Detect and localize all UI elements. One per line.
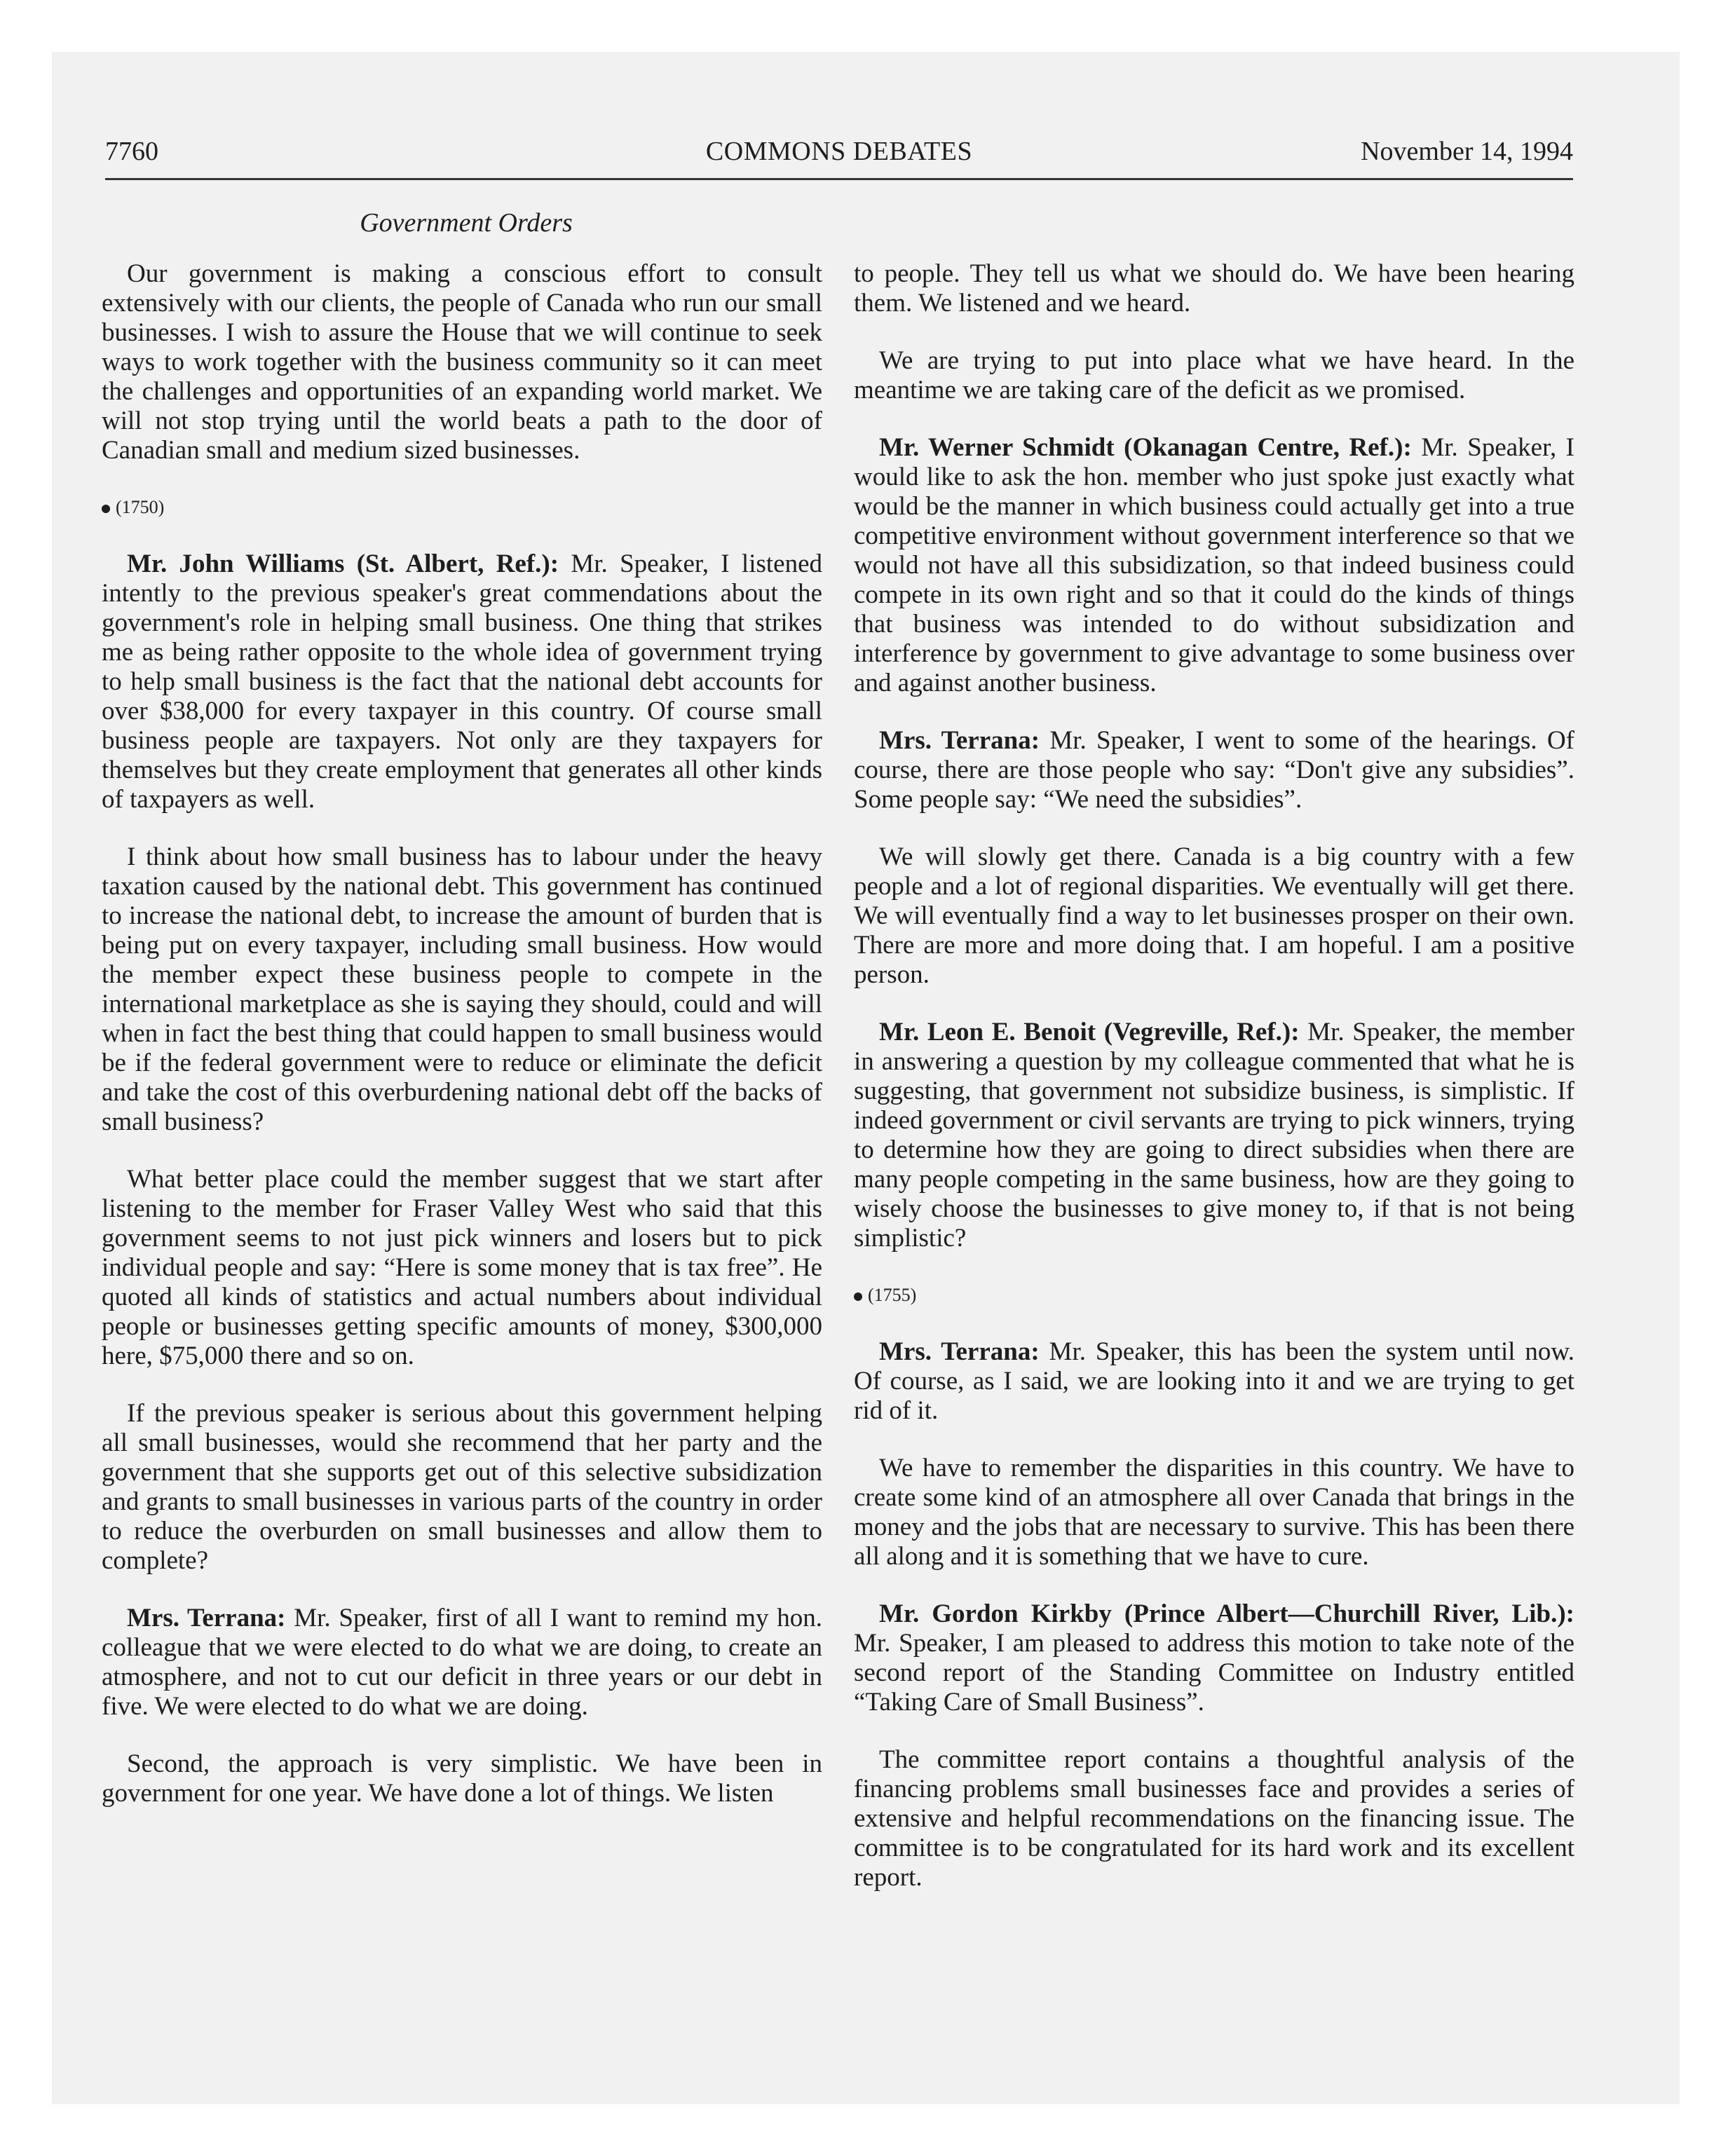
speaker-name: Mrs. Terrana: bbox=[879, 726, 1040, 755]
paragraph: We will slowly get there. Canada is a big country with a few people and a lot of regional disparities. We eventually will get there. We will eventually find a way to let businesses prosper on their own. There are more and more doing that. I am hopeful. I am a positive person. bbox=[854, 842, 1574, 989]
right-column bbox=[854, 259, 1574, 1920]
paragraph: Second, the approach is very simplistic. We have been in government for one year. We have done a lot of things. We listen bbox=[102, 1749, 822, 1808]
publication-date: November 14, 1994 bbox=[1361, 137, 1573, 166]
speech-text: Mr. Speaker, this has been the system until now. Of course, as I said, we are looking into it and we are trying to get rid of it. bbox=[854, 1337, 1574, 1425]
paragraph: What better place could the member suggest that we start after listening to the member for Fraser Valley West who said that this government seems to not just pick winners and losers but to pick individual people and say: “Here is some money that is tax free”. He quoted all kinds of statistics and actual numbers about individual people or businesses getting specific amounts of money, $300,000 here, $75,000 there and so on. bbox=[102, 1165, 822, 1370]
speech-paragraph bbox=[102, 1604, 822, 1721]
page-header bbox=[105, 137, 1573, 180]
time-marker bbox=[102, 493, 822, 521]
page-number: 7760 bbox=[105, 137, 158, 166]
paragraph: We are trying to put into place what we have heard. In the meantime we are taking care of the deficit as we promised. bbox=[854, 346, 1574, 404]
paragraph: to people. They tell us what we should do. We have been hearing them. We listened and we heard. bbox=[854, 259, 1574, 318]
bullet-icon bbox=[102, 505, 110, 513]
speech-text: Mr. Speaker, I went to some of the hearings. Of course, there are those people who say: “Don't give any subsidies”. Some people say: “We need the subsidies”. bbox=[854, 726, 1574, 814]
speech-text: Mr. Speaker, the member in answering a question by my colleague commented that what he is suggesting, that government not subsidize business, is simplistic. If indeed government or civil servants are trying to pick winners, trying to determine how they are going to direct subsidies when there are many people competing in the same business, how are they going to wisely choose the businesses to give money to, if that is not being simplistic? bbox=[854, 1018, 1574, 1253]
speaker-name: Mr. John Williams (St. Albert, Ref.): bbox=[127, 550, 559, 578]
speech-text: Mr. Speaker, I would like to ask the hon. member who just spoke just exactly what would be the manner in which business could actually get into a true competitive environment without government interference so that we would not have all this subsidization, so that indeed business could compete in its own right and so that it could do the kinds of things that business was intended to do without subsidization and interference by government to give advantage to some business over and against another business. bbox=[854, 433, 1575, 697]
bullet-icon bbox=[854, 1292, 862, 1301]
speech-text: Mr. Speaker, I am pleased to address this motion to take note of the second report of the Standing Committee on Industry entitled “Taking Care of Small Business”. bbox=[854, 1629, 1574, 1717]
speech-paragraph bbox=[854, 726, 1574, 814]
time-marker-label: (1750) bbox=[116, 497, 165, 517]
speech-text: Mr. Speaker, I listened intently to the previous speaker's great commendations about the government's role in helping small business. One thing that strikes me as being rather opposite to the whole idea of government trying to help small business is the fact that the national debt accounts for over $38,000 for every taxpayer in this country. Of course small business people are taxpayers. Not only are they taxpayers for themselves but they create employment that generates all other kinds of taxpayers as well. bbox=[102, 550, 822, 814]
speaker-name: Mr. Leon E. Benoit (Vegreville, Ref.): bbox=[879, 1018, 1300, 1046]
speech-paragraph bbox=[102, 550, 822, 814]
speech-paragraph bbox=[854, 1018, 1574, 1253]
speaker-name: Mr. Gordon Kirkby (Prince Albert—Churchill River, Lib.): bbox=[879, 1599, 1574, 1628]
section-title: Government Orders bbox=[360, 208, 573, 238]
left-column bbox=[102, 259, 822, 1836]
paragraph: We have to remember the disparities in this country. We have to create some kind of an atmosphere all over Canada that brings in the money and the jobs that are necessary to survive. This has been there all along and it is something that we have to cure. bbox=[854, 1454, 1574, 1571]
time-marker bbox=[854, 1281, 1574, 1309]
time-marker-label: (1755) bbox=[868, 1285, 917, 1305]
speaker-name: Mrs. Terrana: bbox=[879, 1337, 1040, 1366]
paragraph: I think about how small business has to labour under the heavy taxation caused by the national debt. This government has continued to increase the national debt, to increase the amount of burden that is being put on every taxpayer, including small business. How would the member expect these business people to compete in the international marketplace as she is saying they should, could and will when in fact the best thing that could happen to small business would be if the federal government were to reduce or eliminate the deficit and take the cost of this overburdening national debt off the backs of small business? bbox=[102, 842, 822, 1136]
speech-paragraph bbox=[854, 433, 1574, 698]
paragraph: The committee report contains a thoughtful analysis of the financing problems small businesses face and provides a series of extensive and helpful recommendations on the financing issue. The committee is to be congratulated for its hard work and its excellent report. bbox=[854, 1745, 1574, 1892]
speech-text: Mr. Speaker, first of all I want to remind my hon. colleague that we were elected to do what we are doing, to create an atmosphere, and not to cut our deficit in three years or our debt in five. We were elected to do what we are doing. bbox=[102, 1604, 823, 1721]
paragraph: If the previous speaker is serious about this government helping all small businesses, would she recommend that her party and the government that she supports get out of this selective subsidization and grants to small businesses in various parts of the country in order to reduce the overburden on small businesses and allow them to complete? bbox=[102, 1399, 822, 1575]
publication-title: COMMONS DEBATES bbox=[705, 137, 973, 166]
speech-paragraph bbox=[854, 1337, 1574, 1426]
speaker-name: Mrs. Terrana: bbox=[127, 1604, 286, 1632]
speech-paragraph bbox=[854, 1599, 1574, 1717]
paragraph: Our government is making a conscious effort to consult extensively with our clients, the people of Canada who run our small businesses. I wish to assure the House that we will continue to seek ways to work together with the business community so it can meet the challenges and opportunities of an expanding world market. We will not stop trying until the world beats a path to the door of Canadian small and medium sized businesses. bbox=[102, 259, 822, 465]
speaker-name: Mr. Werner Schmidt (Okanagan Centre, Ref.): bbox=[879, 433, 1412, 462]
